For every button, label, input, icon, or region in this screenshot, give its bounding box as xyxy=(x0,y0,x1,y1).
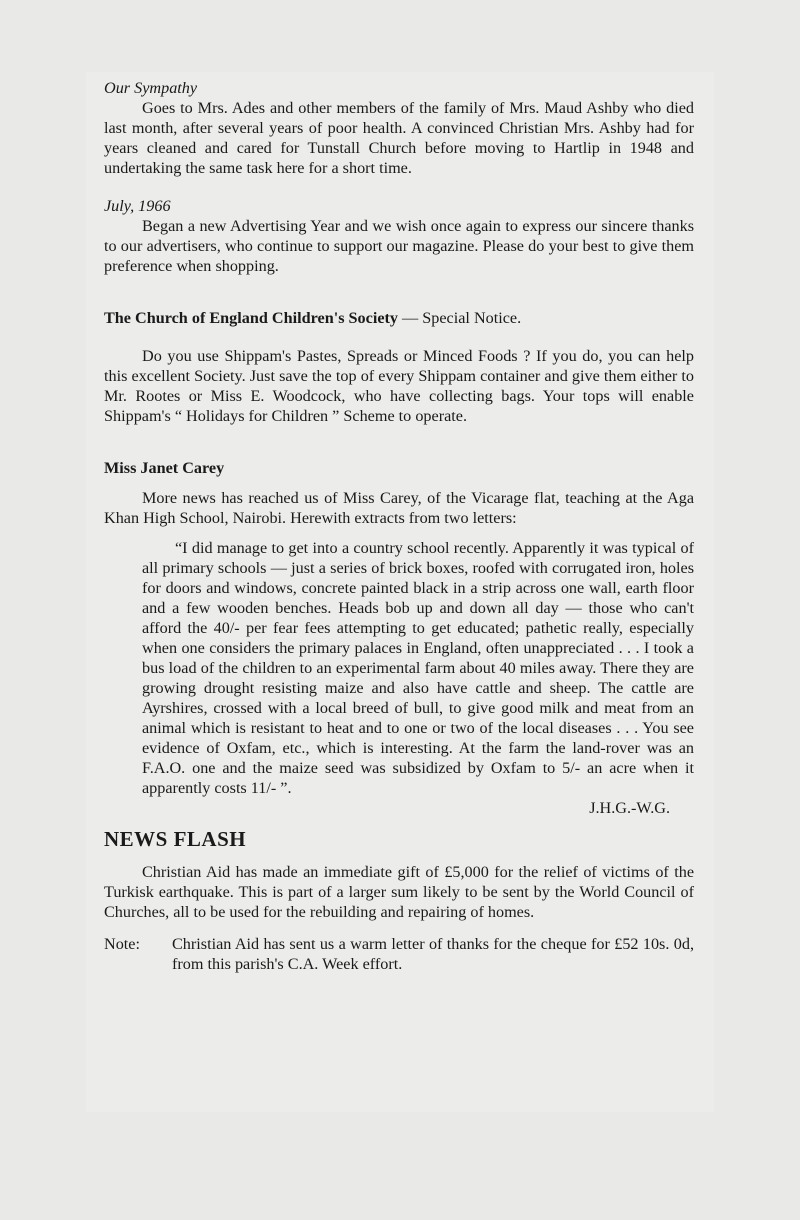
section-july xyxy=(104,196,694,276)
note-body: Christian Aid has sent us a warm letter of thanks for the cheque for £52 10s. 0d, from this parish's C.A. Week effort. xyxy=(172,935,694,973)
section-carey xyxy=(104,458,694,818)
section-heading-tail: — Special Notice. xyxy=(397,309,522,327)
section-body: Began a new Advertising Year and we wish once again to express our sincere thanks to our advertisers, who continue to support our magazine. Please do your best to give them preference when shopping. xyxy=(104,217,694,275)
section-heading: Miss Janet Carey xyxy=(104,459,225,477)
note-label: Note: xyxy=(104,935,140,953)
section-heading: July, 1966 xyxy=(104,197,171,215)
section-sympathy xyxy=(104,78,694,178)
magazine-page xyxy=(104,78,694,974)
signature: J.H.G.-W.G. xyxy=(589,799,670,817)
note xyxy=(104,934,694,974)
section-body: Christian Aid has made an immediate gift of £5,000 for the relief of victims of the Turkisk earthquake. This is part of a larger sum likely to be sent by the World Council of Churches, all to be used for the rebuilding and repairing of homes. xyxy=(104,863,694,921)
section-heading: NEWS FLASH xyxy=(104,827,247,851)
section-body: Goes to Mrs. Ades and other members of the family of Mrs. Maud Ashby who died last month, after several years of poor health. A convinced Christian Mrs. Ashby had for years cleaned and cared for Tunstall Church before moving to Hartlip in 1948 and undertaking the same task here for a short time. xyxy=(104,99,694,177)
letter-quote: “I did manage to get into a country school recently. Apparently it was typical of all primary schools — just a series of brick boxes, roofed with corrugated iron, holes for doors and windows, concrete painted black in a strip across one wall, earth floor and a few wooden benches. Heads bob up and down all day — those who can't afford the 40/- per fear fees attempting to get educated; pathetic really, especially when one considers the primary palaces in England, often unappreciated . . . I took a bus load of the children to an experimental farm about 40 miles away. There they are growing drought resisting maize and also have cattle and sheep. The cattle are Ayrshires, crossed with a local breed of bull, to give good milk and meat from an animal which is resistant to heat and to one or two of the local diseases . . . You see evidence of Oxfam, etc., which is interesting. At the farm the land-rover was an F.A.O. one and the maize seed was subsidized by Oxfam to 5/- an acre when it apparently costs 11/- ”. xyxy=(142,539,694,797)
section-body: Do you use Shippam's Pastes, Spreads or Minced Foods ? If you do, you can help this excellent Society. Just save the top of every Shippam container and give them either to Mr. Rootes or Miss E. Woodcock, who have collecting bags. Your tops will enable Shippam's “ Holidays for Children ” Scheme to operate. xyxy=(104,347,694,425)
section-heading: Our Sympathy xyxy=(104,79,198,97)
section-heading-main: The Church of England Children's Society xyxy=(104,309,398,327)
section-body: More news has reached us of Miss Carey, of the Vicarage flat, teaching at the Aga Khan High School, Nairobi. Herewith extracts from two letters: xyxy=(104,489,694,527)
section-society xyxy=(104,308,694,426)
section-news-flash xyxy=(104,826,694,974)
section-heading xyxy=(104,308,694,328)
